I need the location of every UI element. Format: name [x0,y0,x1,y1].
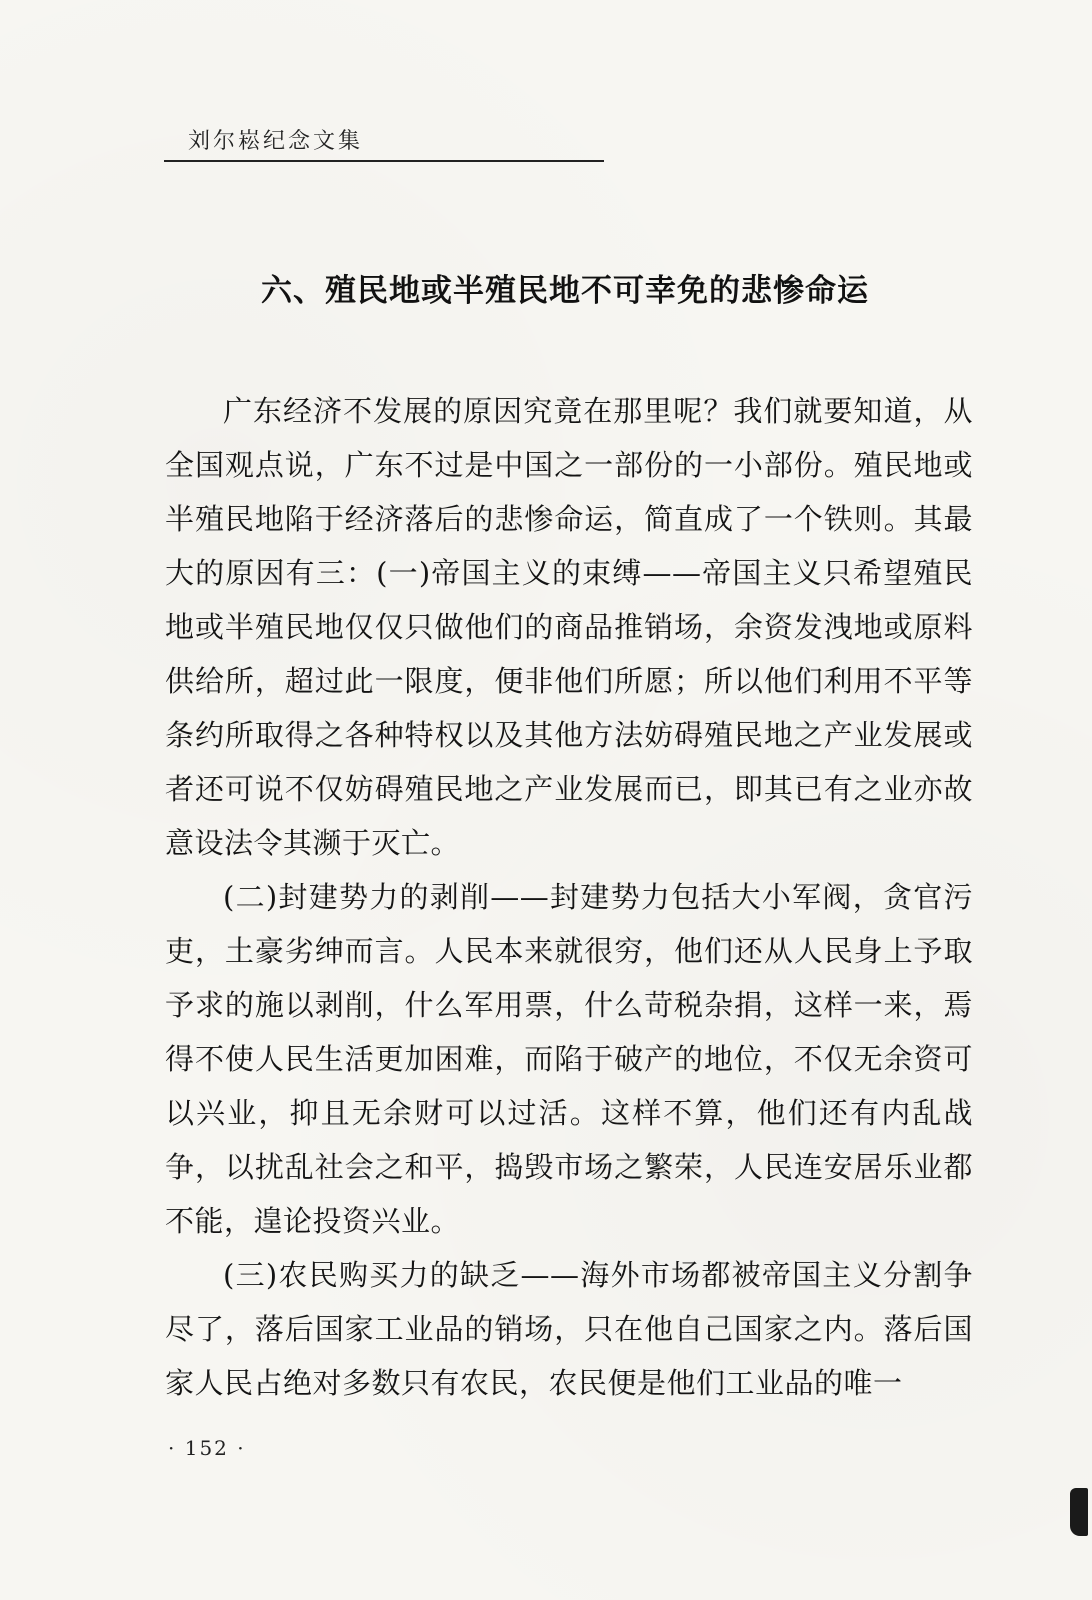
paragraph: (三)农民购买力的缺乏——海外市场都被帝国主义分割争尽了，落后国家工业品的销场，只在他自己国家之内。落后国家人民占绝对多数只有农民，农民便是他们工业品的唯一 [165,1258,973,1400]
body-text [165,384,973,1410]
header-rule [164,160,604,162]
section-title: 六、殖民地或半殖民地不可幸免的悲惨命运 [261,273,869,309]
scan-edge-mark [1070,1488,1088,1536]
running-head-title: 刘尔崧纪念文集 [188,129,364,154]
page-number: · 152 · [168,1436,246,1460]
paragraph: (二)封建势力的剥削——封建势力包括大小军阀，贪官污吏，土豪劣绅而言。人民本来就很穷，他们还从人民身上予取予求的施以剥削，什么军用票，什么苛税杂捐，这样一来，焉得不使人民生活更加困难，而陷于破产的地位，不仅无余资可以兴业，抑且无余财可以过活。这样不算，他们还有内乱战争，以扰乱社会之和平，捣毁市场之繁荣，人民连安居乐业都不能，遑论投资兴业。 [165,880,973,1238]
paragraph: 广东经济不发展的原因究竟在那里呢？我们就要知道，从全国观点说，广东不过是中国之一部份的一小部份。殖民地或半殖民地陷于经济落后的悲惨命运，简直成了一个铁则。其最大的原因有三：(一)帝国主义的束缚——帝国主义只希望殖民地或半殖民地仅仅只做他们的商品推销场，余资发洩地或原料供给所，超过此一限度，便非他们所愿；所以他们利用不平等条约所取得之各种特权以及其他方法妨碍殖民地之产业发展或者还可说不仅妨碍殖民地之产业发展而已，即其已有之业亦故意设法令其濒于灭亡。 [165,394,973,860]
